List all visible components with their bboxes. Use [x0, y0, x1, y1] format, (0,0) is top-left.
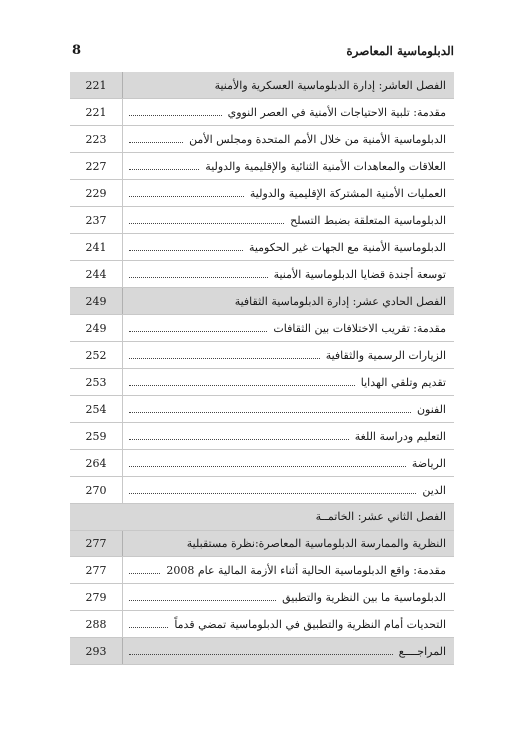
- toc-entry-title: توسعة أجندة قضايا الدبلوماسية الأمنية: [273, 267, 446, 281]
- toc-page-number: 227: [70, 153, 123, 179]
- toc-page-number: 229: [70, 180, 123, 206]
- toc-chapter-subtitle: النظرية والممارسة الدبلوماسية المعاصرة:نظرة مستقبلية: [186, 536, 446, 550]
- toc-page-number: 259: [70, 423, 123, 449]
- toc-entry-title: مقدمة: تلبية الاحتياجات الأمنية في العصر النووي: [227, 105, 446, 119]
- toc-chapter-row[interactable]: [70, 638, 454, 665]
- toc-page-number: 241: [70, 234, 123, 260]
- toc-entry-title: الزيارات الرسمية والثقافية: [325, 348, 446, 362]
- toc-leader-dots: [129, 456, 406, 467]
- toc-leader-dots: [129, 483, 416, 494]
- toc-entry-title: الدبلوماسية الأمنية من خلال الأمم المتحدة ومجلس الأمن: [189, 132, 446, 146]
- toc-page-number: 249: [70, 315, 123, 341]
- toc-entry-row[interactable]: [70, 611, 454, 638]
- toc-entry-row[interactable]: [70, 207, 454, 234]
- toc-entry-row[interactable]: [70, 396, 454, 423]
- toc-entry-row[interactable]: [70, 450, 454, 477]
- toc-page-number: 244: [70, 261, 123, 287]
- toc-chapter-12[interactable]: [70, 504, 454, 557]
- toc-entry-row[interactable]: [70, 126, 454, 153]
- toc-chapter-title: الفصل الثاني عشر: الخاتمــة: [315, 510, 446, 524]
- toc-entry-title: الدبلوماسية المتعلقة بضبط التسلح: [290, 213, 446, 227]
- toc-leader-dots: [129, 159, 199, 170]
- toc-page-number: 237: [70, 207, 123, 233]
- toc-entry-title: الدبلوماسية الأمنية مع الجهات غير الحكومية: [248, 240, 446, 254]
- toc-entry-row[interactable]: [70, 557, 454, 584]
- running-title: الدبلوماسية المعاصرة: [346, 44, 454, 58]
- toc-leader-dots: [129, 590, 276, 601]
- toc-chapter-title: المراجــــع: [398, 644, 446, 658]
- toc-page-number: 293: [70, 638, 123, 664]
- toc-leader-dots: [129, 617, 168, 628]
- toc-entry-row[interactable]: [70, 477, 454, 504]
- toc-leader-dots: [129, 105, 222, 116]
- toc-entry-title: الرياضة: [411, 456, 446, 470]
- toc-entry-title: التحديات أمام النظرية والتطبيق في الدبلوماسية تمضي قدماً: [174, 617, 446, 631]
- toc-page-number: 279: [70, 584, 123, 610]
- toc-leader-dots: [129, 267, 268, 278]
- toc-entry-row[interactable]: [70, 153, 454, 180]
- toc-entry-title: الفنون: [416, 402, 446, 416]
- toc-entry-row[interactable]: [70, 423, 454, 450]
- toc-entry-row[interactable]: [70, 584, 454, 611]
- toc-chapter-title: الفصل العاشر: إدارة الدبلوماسية العسكرية والأمنية: [214, 78, 446, 92]
- toc-leader-dots: [129, 213, 284, 224]
- toc-leader-dots: [129, 348, 320, 359]
- toc-entry-row[interactable]: [70, 342, 454, 369]
- toc-entry-row[interactable]: [70, 369, 454, 396]
- toc-leader-dots: [129, 240, 243, 251]
- table-of-contents: [70, 72, 454, 665]
- toc-page-number: 253: [70, 369, 123, 395]
- page-header: [70, 44, 454, 66]
- toc-entry-row[interactable]: [70, 315, 454, 342]
- toc-entry-title: العمليات الأمنية المشتركة الإقليمية والدولية: [249, 186, 446, 200]
- toc-page-number: 277: [70, 531, 123, 557]
- toc-entry-title: تقديم وتلقي الهدايا: [360, 375, 446, 389]
- toc-leader-dots: [129, 321, 267, 332]
- toc-entry-title: مقدمة: واقع الدبلوماسية الحالية أثناء الأزمة المالية عام 2008: [166, 563, 446, 577]
- toc-page-number: 252: [70, 342, 123, 368]
- toc-chapter-row[interactable]: [70, 288, 454, 315]
- toc-page-number: 277: [70, 557, 123, 583]
- toc-leader-dots: [129, 132, 183, 143]
- toc-entry-title: التعليم ودراسة اللغة: [354, 429, 446, 443]
- toc-chapter-row[interactable]: [70, 72, 454, 99]
- toc-entry-row[interactable]: [70, 180, 454, 207]
- toc-page-number: 249: [70, 288, 123, 314]
- toc-entry-row[interactable]: [70, 234, 454, 261]
- toc-page-number: 254: [70, 396, 123, 422]
- toc-leader-dots: [129, 563, 160, 574]
- toc-page-number: 221: [70, 72, 123, 98]
- toc-entry-row[interactable]: [70, 261, 454, 288]
- toc-page-number: 270: [70, 477, 123, 503]
- toc-entry-title: الدين: [422, 483, 446, 497]
- toc-leader-dots: [129, 375, 355, 386]
- toc-page-number: 288: [70, 611, 123, 637]
- toc-entry-title: العلاقات والمعاهدات الأمنية الثنائية والإقليمية والدولية: [205, 159, 446, 173]
- toc-entry-row[interactable]: [70, 99, 454, 126]
- toc-leader-dots: [129, 186, 244, 197]
- toc-leader-dots: [129, 402, 411, 413]
- toc-entry-title: مقدمة: تقريب الاختلافات بين الثقافات: [273, 321, 446, 335]
- toc-page-number: 221: [70, 99, 123, 125]
- toc-page-number: 223: [70, 126, 123, 152]
- toc-entry-title: الدبلوماسية ما بين النظرية والتطبيق: [282, 590, 446, 604]
- toc-leader-dots: [129, 429, 349, 440]
- toc-leader-dots: [129, 644, 393, 655]
- toc-page-number: 264: [70, 450, 123, 476]
- page-number: 8: [72, 43, 82, 58]
- toc-chapter-title: الفصل الحادي عشر: إدارة الدبلوماسية الثقافية: [234, 294, 446, 308]
